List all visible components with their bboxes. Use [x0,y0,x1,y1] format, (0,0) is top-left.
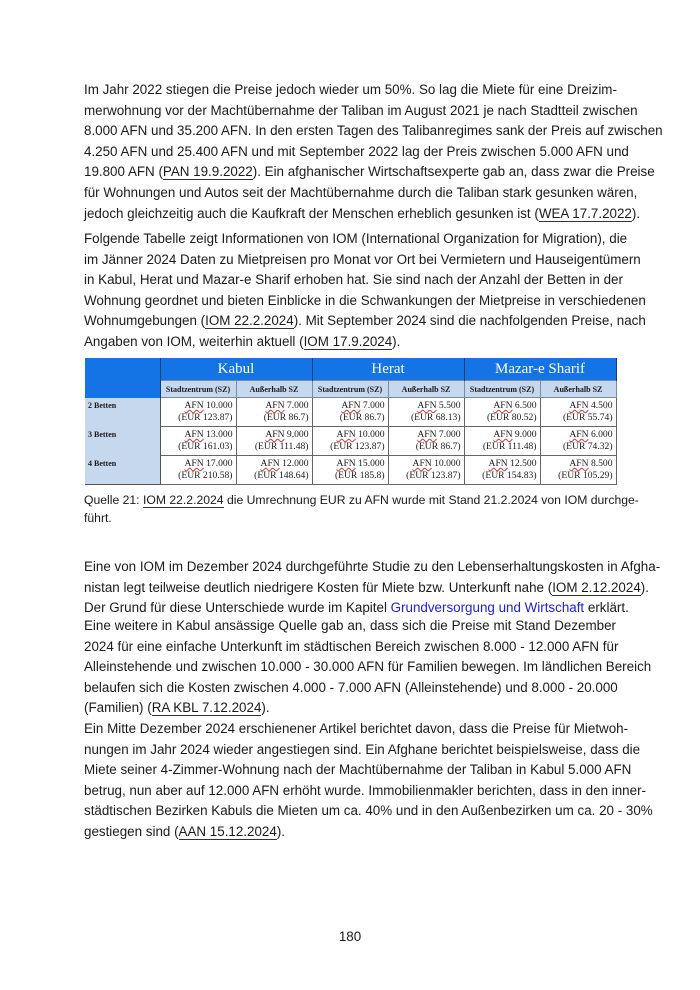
eur-price: (EUR 123.87) [406,469,461,481]
text-line: Alleinstehende und zwischen 10.000 - 30.000 AFN für Familien bewegen. Im ländlichen Bereich [84,659,652,675]
text-line [84,162,655,183]
text-segment: ). [631,205,641,221]
currency-label: AFN [488,458,508,469]
eur-price: (EUR 154.83) [482,469,537,481]
text-line: in Kabul, Herat und Mazar-e Sharif erhoben hat. Sie sind nach der Anzahl der Betten in der [84,272,623,288]
afn-price [164,458,233,470]
eur-price: (EUR 68.13) [410,411,461,423]
price-cell [236,456,312,485]
citation-link-pan-19-9-2022[interactable]: PAN 19.9.2022 [162,164,253,180]
eur-price: (EUR 105.29) [558,469,613,481]
text-segment: ). Ein afghanischer Wirtschaftsexperte gab an, dass zwar die Preise [252,164,655,180]
afn-price [164,429,233,441]
text-segment: Der Grund für diese Unterschiede wurde im Kapitel [84,600,391,616]
text-line [84,491,639,509]
text-line: Folgende Tabelle zeigt Informationen von IOM (International Organization for Migration), die [84,231,628,246]
currency-label: AFN [412,458,432,469]
eur-price: (EUR 74.32) [562,440,613,452]
text-line: 4.250 AFN und 25.400 AFN und mit September 2022 lag der Preis zwischen 5.000 AFN und [84,143,629,159]
price-cell [388,456,464,485]
text-line [84,698,616,719]
subheader-row [85,381,616,398]
subheader-outside-center: Außerhalb SZ [540,381,616,398]
eur-price: (EUR 185.8) [334,469,385,481]
afn-price [240,400,309,412]
table-row [85,427,616,456]
price-cell [540,427,616,456]
subheader-city-center: Stadtzentrum (SZ) [160,381,236,398]
eur-price: (EUR 55.74) [562,411,613,423]
text-line: Ein Mitte Dezember 2024 erschienener Artikel berichtet davon, dass die Preise für Mietwoh- [84,721,629,736]
row-label: 3 Betten [85,427,160,456]
text-line: 8.000 AFN und 35.200 AFN. In den ersten Tagen des Talibanregimes sank der Preis auf zwischen [84,123,663,139]
currency-label: AFN [260,458,280,469]
afn-value: 9.000 [514,429,537,440]
row-label: 4 Betten [85,456,160,485]
currency-label: AFN [417,429,437,440]
row-label: 2 Betten [85,398,160,427]
paragraph-rent-increase-2024 [84,719,653,843]
text-line: betrug, nun aber auf 12.000 AFN erhöht wurde. Immobilienmakler berichten, dass in den inner- [84,782,646,798]
text-segment: (Familien) ( [84,700,152,716]
price-cell [540,456,616,485]
price-cell [464,456,540,485]
price-cell [312,456,388,485]
afn-price [164,400,233,412]
afn-value: 15.000 [358,458,385,469]
afn-price [392,429,461,441]
eur-price: (EUR 80.52) [486,411,537,423]
text-line [84,578,649,599]
subheader-outside-center: Außerhalb SZ [236,381,312,398]
afn-value: 12.500 [510,458,537,469]
paragraph-rent-2022 [84,80,663,224]
text-segment: ). Mit September 2024 sind die nachfolgenden Preise, nach [293,313,646,329]
city-header-kabul: Kabul [160,358,312,381]
text-segment: gestiegen sind ( [84,823,179,839]
afn-price [468,458,537,470]
price-cell [236,427,312,456]
text-line: Eine weitere in Kabul ansässige Quelle gab an, dass sich die Preise mit Stand Dezember [84,618,616,633]
city-header-herat: Herat [312,358,464,381]
citation-link-iom-17-9-2024[interactable]: IOM 17.9.2024 [303,333,393,349]
text-line: städtischen Bezirken Kabuls die Mieten um ca. 40% und in den Außenbezirken um ca. 20 - 30% [84,803,653,819]
afn-value: 6.500 [514,400,537,411]
text-line: führt. [84,511,112,525]
afn-price [544,429,613,441]
city-header-mazar-e-sharif: Mazar-e Sharif [464,358,616,381]
afn-value: 10.000 [358,429,385,440]
text-line [84,822,616,843]
eur-price: (EUR 111.48) [254,440,309,452]
afn-price [240,429,309,441]
afn-price [240,458,309,470]
afn-value: 9.000 [286,429,309,440]
afn-value: 10.000 [434,458,461,469]
text-segment: ). [261,700,270,716]
eur-price: (EUR 210.58) [178,469,233,481]
text-line: im Jänner 2024 Daten zu Mietpreisen pro Monat vor Ort bei Vermietern und Hauseigentümern [84,251,641,267]
text-segment: ). [392,333,401,349]
text-segment: ). [276,823,286,839]
price-cell [464,398,540,427]
text-line [84,311,646,332]
afn-price [544,400,613,412]
afn-value: 7.000 [362,400,385,411]
eur-price: (EUR 161.03) [178,440,233,452]
price-cell [160,398,236,427]
afn-value: 8.500 [590,458,613,469]
city-header-row [85,358,616,381]
afn-value: 10.000 [206,400,233,411]
text-segment: jedoch gleichzeitig auch die Kaufkraft der Menschen erheblich gesunken ist ( [84,205,539,221]
currency-label: AFN [336,458,356,469]
currency-label: AFN [417,400,437,411]
price-cell [388,427,464,456]
text-segment: ). [640,579,649,595]
eur-price: (EUR 86.7) [339,411,385,423]
currency-label: AFN [569,458,589,469]
currency-label: AFN [184,400,204,411]
text-segment: Angaben von IOM, weiterhin aktuell ( [84,333,304,349]
text-line: Miete seiner 4-Zimmer-Wohnung nach der Machtübernahme der Taliban in Kabul 5.000 AFN [84,762,632,778]
text-segment: 19.800 AFN ( [84,164,163,180]
text-segment: erklärt. [584,600,629,616]
currency-label: AFN [265,429,285,440]
currency-label: AFN [341,400,361,411]
currency-label: AFN [265,400,285,411]
afn-price [316,458,385,470]
price-cell [160,456,236,485]
price-cell [312,398,388,427]
citation-link-iom-2-12-2024[interactable]: IOM 2.12.2024 [552,579,641,595]
text-segment: nistan legt teilweise deutlich niedrigere Kosten für Miete bzw. Unterkunft nahe ( [84,579,553,595]
afn-value: 5.500 [438,400,461,411]
text-line: Wohnung geordnet und bieten Einblicke in die Schwankungen der Mietpreise in verschiedenen [84,292,646,308]
afn-value: 4.500 [590,400,613,411]
table-row [85,398,616,427]
citation-link-aan-15-12-2024[interactable]: AAN 15.12.2024 [178,823,277,839]
currency-label: AFN [184,429,204,440]
table-caption [84,491,639,527]
afn-price [392,400,461,412]
rent-prices-table [85,358,617,485]
citation-link-iom-22-2-2024[interactable]: IOM 22.2.2024 [205,313,294,329]
afn-value: 6.000 [590,429,613,440]
eur-price: (EUR 148.64) [254,469,309,481]
currency-label: AFN [493,400,513,411]
citation-link-iom-22-2-2024[interactable]: IOM 22.2.2024 [142,493,224,507]
afn-price [468,429,537,441]
afn-price [468,400,537,412]
afn-value: 7.000 [286,400,309,411]
chapter-link-grundversorgung[interactable]: Grundversorgung und Wirtschaft [390,600,585,616]
paragraph-iom-study [84,557,661,619]
afn-price [316,400,385,412]
price-cell [160,427,236,456]
subheader-outside-center: Außerhalb SZ [388,381,464,398]
currency-label: AFN [569,400,589,411]
text-line: belaufen sich die Kosten zwischen 4.000 - 7.000 AFN (Alleinstehende) und 8.000 - 20.000 [84,679,618,695]
eur-price: (EUR 123.87) [178,411,233,423]
table-body [85,398,616,485]
afn-price [316,429,385,441]
eur-price: (EUR 111.48) [482,440,537,452]
eur-price: (EUR 86.7) [415,440,461,452]
afn-price [544,458,613,470]
table-corner-cell [85,381,160,398]
text-segment: Quelle 21: [84,493,143,507]
text-line: 2024 für eine einfache Unterkunft im städtischen Bereich zwischen 8.000 - 12.000 AFN für [84,638,619,654]
table-corner-cell [85,358,160,381]
currency-label: AFN [336,429,356,440]
text-line: merwohnung vor der Machtübernahme der Taliban im August 2021 je nach Stadtteil zwischen [84,102,638,118]
afn-value: 7.000 [438,429,461,440]
subheader-city-center: Stadtzentrum (SZ) [464,381,540,398]
text-line: Eine von IOM im Dezember 2024 durchgeführte Studie zu den Lebenserhaltungskosten in Afgha- [84,559,661,574]
currency-label: AFN [184,458,204,469]
text-line: für Wohnungen und Autos seit der Machtübernahme durch die Taliban stark gesunken wären, [84,184,638,200]
currency-label: AFN [569,429,589,440]
text-line [84,204,641,225]
afn-value: 13.000 [206,429,233,440]
citation-link-ra-kbl-7-12-2024[interactable]: RA KBL 7.12.2024 [151,700,262,716]
afn-price [392,458,461,470]
text-line: nungen im Jahr 2024 wieder angestiegen sind. Ein Afghane berichtet beispielsweise, dass die [84,741,641,757]
price-cell [312,427,388,456]
eur-price: (EUR 123.87) [330,440,385,452]
afn-value: 17.000 [206,458,233,469]
afn-value: 12.000 [282,458,309,469]
price-cell [464,427,540,456]
table-row [85,456,616,485]
currency-label: AFN [493,429,513,440]
page-number: 180 [338,929,362,944]
text-segment: Wohnumgebungen ( [84,313,206,329]
subheader-city-center: Stadtzentrum (SZ) [312,381,388,398]
price-cell [540,398,616,427]
text-segment: die Umrechnung EUR zu AFN wurde mit Stand 21.2.2024 von IOM durchge- [223,493,639,507]
text-line [84,332,616,353]
citation-link-wea-17-7-2022[interactable]: WEA 17.7.2022 [538,205,632,221]
price-cell [388,398,464,427]
paragraph-iom-table-intro [84,229,646,353]
paragraph-kabul-source [84,616,652,719]
price-cell [236,398,312,427]
eur-price: (EUR 86.7) [263,411,309,423]
text-line: Im Jahr 2022 stiegen die Preise jedoch wieder um 50%. So lag die Miete für eine Dreizim- [84,82,617,97]
